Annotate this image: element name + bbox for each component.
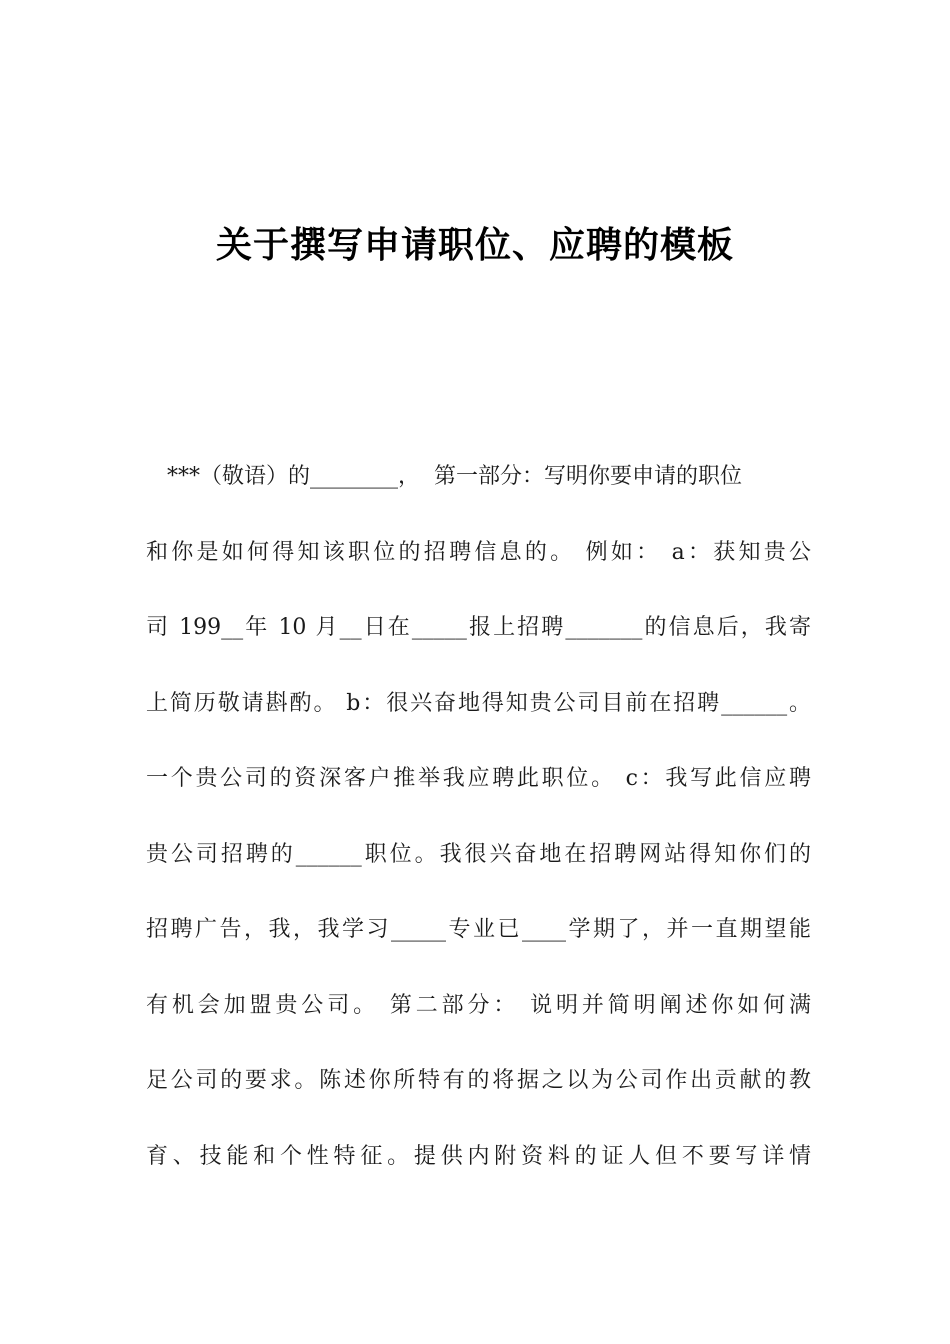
document-body [146, 452, 811, 1207]
body-line-2: 和你是如何得知该职位的招聘信息的。 例如： a：获知贵公 [146, 539, 811, 565]
document-title: 关于撰写申请职位、应聘的模板 [215, 225, 734, 266]
body-line-4: 上简历敬请斟酌。 b：很兴奋地得知贵公司目前在招聘______。 [146, 690, 811, 716]
body-line-5: 一个贵公司的资深客户推举我应聘此职位。 c：我写此信应聘 [146, 766, 811, 791]
body-line-8: 有机会加盟贵公司。 第二部分： 说明并简明阐述你如何满 [146, 992, 811, 1018]
body-line-1: ***（敬语）的________， 第一部分：写明你要申请的职位 [146, 464, 742, 489]
body-line-6: 贵公司招聘的______职位。我很兴奋地在招聘网站得知你们的 [146, 841, 811, 867]
body-line-3: 司 199__年 10 月__日在_____报上招聘_______的信息后，我寄 [146, 615, 811, 640]
body-line-10: 育、技能和个性特征。提供内附资料的证人但不要写详情 [146, 1143, 811, 1169]
body-line-7: 招聘广告，我，我学习_____专业已____学期了，并一直期望能 [146, 917, 811, 942]
body-line-9: 足公司的要求。陈述你所特有的将据之以为公司作出贡献的教 [146, 1068, 811, 1093]
